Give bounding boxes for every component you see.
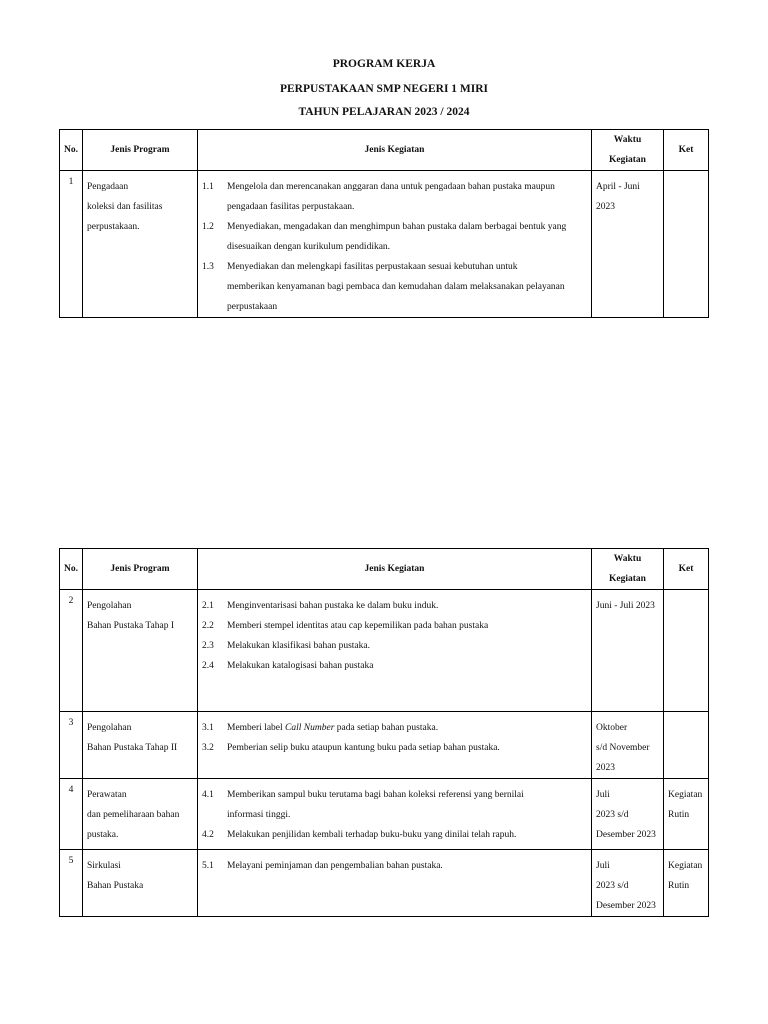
- program-line: Bahan Pustaka Tahap I: [87, 621, 175, 631]
- header-waktu: Waktu Kegiatan: [592, 130, 664, 171]
- waktu-line: s/d November: [596, 743, 650, 753]
- row-number: 3: [60, 712, 83, 779]
- table-row: [60, 712, 709, 779]
- row-number: 4: [60, 779, 83, 850]
- activity-line: Melakukan klasifikasi bahan pustaka.: [227, 641, 370, 651]
- program-cell: [83, 850, 198, 917]
- waktu-cell: [592, 171, 664, 318]
- row-number: 2: [60, 590, 83, 712]
- activity-line: Melakukan katalogisasi bahan pustaka: [227, 661, 374, 671]
- program-cell: [83, 712, 198, 779]
- header-ket: Ket: [664, 549, 709, 590]
- activity-line: disesuaikan dengan kurikulum pendidikan.: [227, 242, 391, 252]
- activity-line: Mengelola dan merencanakan anggaran dana untuk pengadaan bahan pustaka maupun: [227, 182, 555, 192]
- activity-text: [227, 177, 583, 217]
- activity-number: 3.2: [202, 743, 214, 753]
- activity-number: 5.1: [202, 861, 214, 871]
- waktu-line: 2023: [596, 202, 615, 212]
- header-kegiatan: Jenis Kegiatan: [198, 130, 592, 171]
- program-line: koleksi dan fasilitas: [87, 202, 163, 212]
- activity-number: 4.1: [202, 790, 214, 800]
- ket-cell: [664, 850, 709, 917]
- activity-text: [227, 656, 583, 676]
- header-no: No.: [60, 130, 83, 171]
- program-cell: [83, 779, 198, 850]
- waktu-cell: [592, 779, 664, 850]
- table-row: [60, 850, 709, 917]
- activity-item: [202, 656, 583, 676]
- ket-cell: [664, 779, 709, 850]
- header-program: Jenis Program: [83, 130, 198, 171]
- waktu-line: Juli: [596, 790, 610, 800]
- ket-line: Kegiatan: [668, 790, 703, 800]
- activity-line: Menyediakan, mengadakan dan menghimpun bahan pustaka dalam berbagai bentuk yang: [227, 222, 567, 232]
- waktu-line: April - Juni: [596, 182, 640, 192]
- header-no: No.: [60, 549, 83, 590]
- activity-cell: [198, 171, 592, 318]
- activity-text: [227, 785, 583, 825]
- activity-line: Pemberian selip buku ataupun kantung buku pada setiap bahan pustaka.: [227, 743, 500, 753]
- activity-item: [202, 596, 583, 616]
- activity-line: Memberi stempel identitas atau cap kepemilikan pada bahan pustaka: [227, 621, 489, 631]
- program-line: pustaka.: [87, 830, 119, 840]
- table-row: [60, 779, 709, 850]
- activity-text: [227, 217, 583, 257]
- header-kegiatan: Jenis Kegiatan: [198, 549, 592, 590]
- program-line: Sirkulasi: [87, 861, 121, 871]
- waktu-line: 2023 s/d: [596, 881, 629, 891]
- ket-cell: [664, 171, 709, 318]
- activity-number: 1.2: [202, 222, 214, 232]
- ket-cell: [664, 590, 709, 712]
- waktu-cell: [592, 712, 664, 779]
- program-cell: [83, 590, 198, 712]
- program-line: Pengadaan: [87, 182, 129, 192]
- activity-text: [227, 738, 583, 758]
- activity-text-post: pada setiap bahan pustaka.: [334, 723, 439, 733]
- program-line: Bahan Pustaka Tahap II: [87, 743, 178, 753]
- activity-text: [227, 596, 583, 616]
- doc-title: PROGRAM KERJA: [332, 58, 436, 70]
- header-program: Jenis Program: [83, 549, 198, 590]
- program-cell: [83, 171, 198, 318]
- program-line: dan pemeliharaan bahan: [87, 810, 180, 820]
- activity-text: [227, 616, 583, 636]
- activity-number: 2.1: [202, 601, 214, 611]
- program-line: Pengolahan: [87, 723, 132, 733]
- activity-number: 4.2: [202, 830, 214, 840]
- activity-item: [202, 636, 583, 656]
- activity-item: [202, 718, 583, 738]
- doc-subtitle-school: PERPUSTAKAAN SMP NEGERI 1 MIRI: [279, 83, 489, 95]
- activity-number: 2.2: [202, 621, 214, 631]
- activity-item: [202, 177, 583, 217]
- activity-item: [202, 217, 583, 257]
- ket-line: Rutin: [668, 881, 690, 891]
- activity-line: Melayani peminjaman dan pengembalian bahan pustaka.: [227, 861, 443, 871]
- activity-text: [227, 257, 583, 317]
- ket-line: Kegiatan: [668, 861, 703, 871]
- activity-text: [227, 825, 583, 845]
- waktu-line: Desember 2023: [596, 830, 656, 840]
- waktu-line: 2023 s/d: [596, 810, 629, 820]
- activity-cell: [198, 590, 592, 712]
- activity-line: Menyediakan dan melengkapi fasilitas perpustakaan sesuai kebutuhan untuk: [227, 262, 518, 272]
- activity-number: 3.1: [202, 723, 214, 733]
- activity-item: [202, 257, 583, 317]
- waktu-line: Juli: [596, 861, 610, 871]
- ket-cell: [664, 712, 709, 779]
- activity-line: [227, 718, 583, 738]
- row-number: 5: [60, 850, 83, 917]
- doc-subtitle-year: TAHUN PELAJARAN 2023 / 2024: [298, 106, 470, 118]
- activity-item: [202, 856, 583, 876]
- activity-item: [202, 738, 583, 758]
- activity-item: [202, 616, 583, 636]
- activity-line: Memberikan sampul buku terutama bagi bahan koleksi referensi yang bernilai: [227, 790, 524, 800]
- activity-line: informasi tinggi.: [227, 810, 291, 820]
- activity-line: pengadaan fasilitas perpustakaan.: [227, 202, 355, 212]
- waktu-cell: [592, 850, 664, 917]
- activity-line: Melakukan penjilidan kembali terhadap buku-buku yang dinilai telah rapuh.: [227, 830, 517, 840]
- program-line: Perawatan: [87, 790, 127, 800]
- activity-number: 1.3: [202, 262, 214, 272]
- activity-text: [227, 718, 583, 738]
- activity-line: Menginventarisasi bahan pustaka ke dalam buku induk.: [227, 601, 439, 611]
- activity-text: [227, 856, 583, 876]
- program-line: perpustakaan.: [87, 222, 140, 232]
- activity-number: 1.1: [202, 182, 214, 192]
- program-line: Bahan Pustaka: [87, 881, 144, 891]
- waktu-cell: [592, 590, 664, 712]
- activity-cell: [198, 712, 592, 779]
- table-row: [60, 171, 709, 318]
- activity-text-pre: Memberi label: [227, 723, 286, 733]
- waktu-line: Desember 2023: [596, 901, 656, 911]
- activity-cell: [198, 779, 592, 850]
- program-table-2: [59, 548, 709, 917]
- activity-number: 2.3: [202, 641, 214, 651]
- waktu-line: Juni - Juli 2023: [596, 601, 655, 611]
- activity-item: [202, 785, 583, 825]
- header-waktu: Waktu Kegiatan: [592, 549, 664, 590]
- waktu-line: 2023: [596, 763, 615, 773]
- activity-text: [227, 636, 583, 656]
- program-table-1: [59, 129, 709, 318]
- activity-line: perpustakaan: [227, 302, 278, 312]
- table-row: [60, 590, 709, 712]
- program-line: Pengolahan: [87, 601, 132, 611]
- activity-item: [202, 825, 583, 845]
- activity-cell: [198, 850, 592, 917]
- activity-number: 2.4: [202, 661, 214, 671]
- activity-line: memberikan kenyamanan bagi pembaca dan kemudahan dalam melaksanakan pelayanan: [227, 282, 565, 292]
- waktu-line: Oktober: [596, 723, 628, 733]
- ket-line: Rutin: [668, 810, 690, 820]
- header-ket: Ket: [664, 130, 709, 171]
- activity-text-italic: Call Number: [285, 723, 335, 733]
- row-number: 1: [60, 171, 83, 318]
